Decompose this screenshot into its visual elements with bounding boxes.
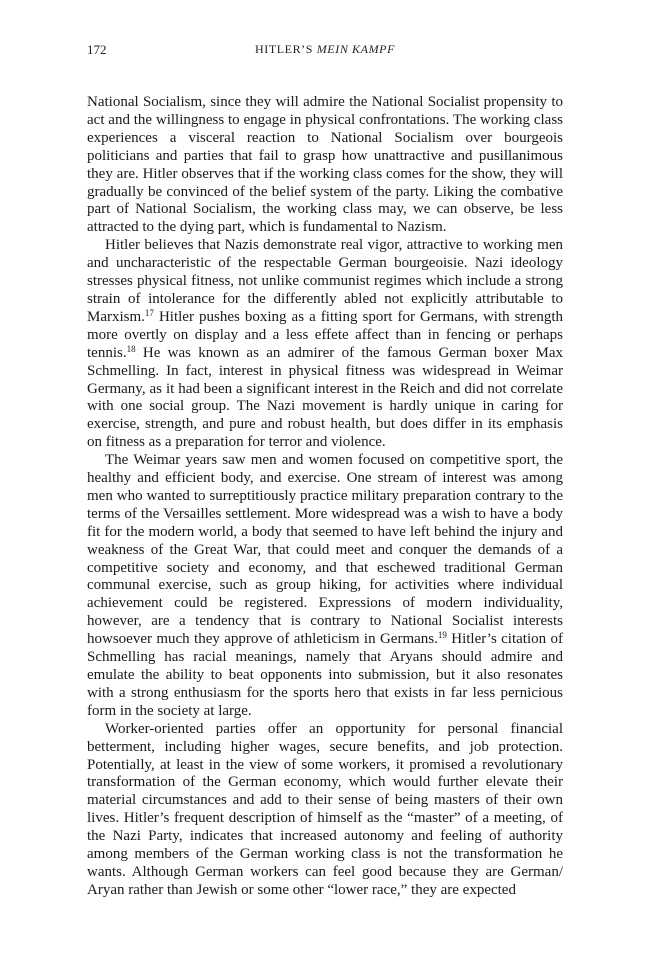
- footnote-marker: 18: [126, 343, 136, 354]
- footnote-marker: 19: [437, 630, 447, 641]
- paragraph-text: National Socialism, since they will admire the National Socialist propensity to act and the willingness to engage in physical confrontations. The working class experiences a visceral reaction to National Socialism over bourgeois politicians and parties that fail to grasp how unattractive and pusillanimous they are. Hitler observes that if the working class comes for the show, they will gradually be convinced of the belief system of the party. Liking the combative part of National Socialism, the working class may, we can observe, be less attracted to the dying part, which is fundamental to Nazism.: [87, 94, 563, 236]
- paragraph: [87, 721, 563, 900]
- paragraph: [87, 94, 563, 237]
- paragraph-text: He was known as an admirer of the famous German boxer Max Schmelling. In fact, interest in physical fitness was widespread in Weimar Germany, as it had been a significant interest in the Reich and did not correlate with one social group. The Nazi movement is hardly unique in caring for exercise, strength, and pure and robust health, but does differ in its emphasis on fitness as a preparation for terror and violence.: [87, 344, 563, 451]
- paragraph-text: Hitler’s citation of Schmelling has racial meanings, namely that Aryans should admire and emulate the ability to beat opponents into submission, but it also resonates with a strong enthusiasm for the sports hero that exists in far less pernicious form in the society at large.: [87, 631, 563, 719]
- paragraph: [87, 237, 563, 452]
- paragraph: [87, 452, 563, 721]
- running-title-book: MEIN KAMPF: [316, 42, 396, 56]
- paragraph-text: Hitler pushes boxing as a fitting sport for Germans, with strength more overtly on display and a less effete affect than in fencing or perhaps tennis.: [87, 308, 563, 361]
- running-title: [87, 42, 563, 57]
- body-text: [87, 94, 563, 900]
- running-title-prefix: HITLER’S: [254, 42, 314, 56]
- paragraph-text: Hitler believes that Nazis demonstrate real vigor, attractive to working men and uncharacteristic of the respectable German bourgeoisie. Nazi ideology stresses physical fitness, not unlike communist regimes which include a strong strain of intolerance for the differently abled not explicitly attributable to Marxism.: [87, 237, 563, 325]
- footnote-marker: 17: [144, 307, 154, 318]
- page-number: 172: [87, 42, 107, 57]
- running-head: [87, 42, 563, 60]
- paragraph-text: The Weimar years saw men and women focused on competitive sport, the healthy and efficient body, and exercise. One stream of interest was among men who wanted to surreptitiously practice military preparation contrary to the terms of the Versailles settlement. More widespread was a wish to have a body fit for the modern world, a body that seemed to have left behind the injury and weakness of the Great War, that could meet and conquer the demands of a competitive society and economy, and that eschewed traditional German communal exercise, such as group hiking, for activities where individual achievement could be registered. Expressions of modern individuality, however, are a tendency that is contrary to National Socialist interests howsoever much they approve of athleticism in Germans.: [87, 452, 563, 648]
- paragraph-text: Worker-oriented parties offer an opportunity for personal financial betterment, including higher wages, secure benefits, and job protection. Potentially, at least in the view of some workers, it promised a revolutionary transformation of the German economy, which would further elevate their material circumstances and add to their sense of being masters of their own lives. Hitler’s frequent description of himself as the “master” of a meeting, of the Nazi Party, indicates that increased autonomy and feeling of authority among members of the German working class is not the transformation he wants. Although German workers can feel good because they are German/ Aryan rather than Jewish or some other “lower race,” they are expected: [87, 720, 563, 898]
